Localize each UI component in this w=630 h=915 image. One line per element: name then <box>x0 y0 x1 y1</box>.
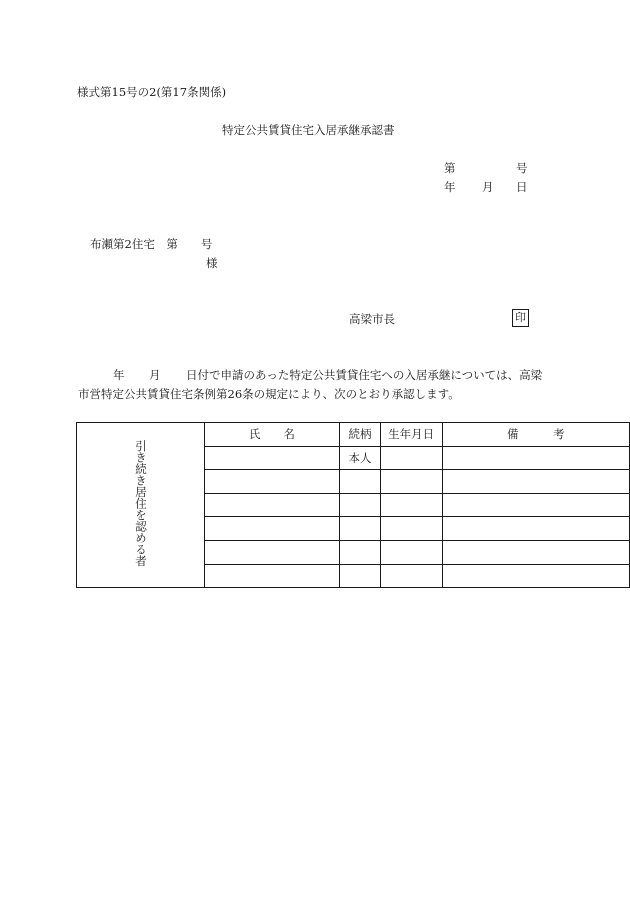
doc-number-suffix: 号 <box>516 161 528 175</box>
cell-birthdate <box>380 564 442 588</box>
cell-birthdate <box>380 470 442 494</box>
seal-mark: 印 <box>512 309 529 327</box>
cell-relation <box>340 540 380 564</box>
addressee-honorific: 様 <box>206 256 218 270</box>
cell-remarks <box>442 446 629 470</box>
cell-birthdate <box>380 540 442 564</box>
body-month: 月 <box>149 368 161 382</box>
cell-relation <box>340 517 380 541</box>
date-month: 月 <box>482 180 494 194</box>
addressee-housing: 布瀬第2住宅 第 号 <box>90 237 213 251</box>
successor-table <box>76 422 630 588</box>
cell-birthdate <box>380 493 442 517</box>
side-label: 引き続き居住を認める者 <box>134 440 148 567</box>
cell-name <box>204 564 340 588</box>
cell-name <box>204 446 340 470</box>
cell-name <box>204 540 340 564</box>
date-day: 日 <box>516 180 528 194</box>
cell-remarks <box>442 540 629 564</box>
cell-remarks <box>442 470 629 494</box>
cell-relation: 本人 <box>340 446 380 470</box>
cell-name <box>204 470 340 494</box>
doc-number-prefix: 第 <box>444 161 456 175</box>
document-title: 特定公共賃貸住宅入居承継承認書 <box>222 123 395 137</box>
body-line2: 市営特定公共賃貸住宅条例第26条の規定により、次のとおり承認します。 <box>78 387 460 401</box>
table-header-row <box>77 423 630 447</box>
side-label-cell <box>77 423 205 588</box>
cell-remarks <box>442 517 629 541</box>
cell-birthdate <box>380 517 442 541</box>
date-year: 年 <box>444 180 456 194</box>
cell-birthdate <box>380 446 442 470</box>
cell-relation <box>340 493 380 517</box>
body-year: 年 <box>113 368 125 382</box>
cell-relation <box>340 564 380 588</box>
body-line1: 日付で申請のあった特定公共賃貸住宅への入居承継については、高梁 <box>186 368 543 382</box>
col-header-birthdate: 生年月日 <box>380 423 442 447</box>
issuer-title: 高梁市長 <box>349 312 395 326</box>
cell-name <box>204 517 340 541</box>
col-header-relation: 続柄 <box>340 423 380 447</box>
col-header-name: 氏 名 <box>204 423 340 447</box>
col-header-remarks: 備 考 <box>442 423 629 447</box>
cell-remarks <box>442 564 629 588</box>
cell-relation <box>340 470 380 494</box>
cell-name <box>204 493 340 517</box>
cell-remarks <box>442 493 629 517</box>
form-number: 様式第15号の2(第17条関係) <box>77 85 227 99</box>
